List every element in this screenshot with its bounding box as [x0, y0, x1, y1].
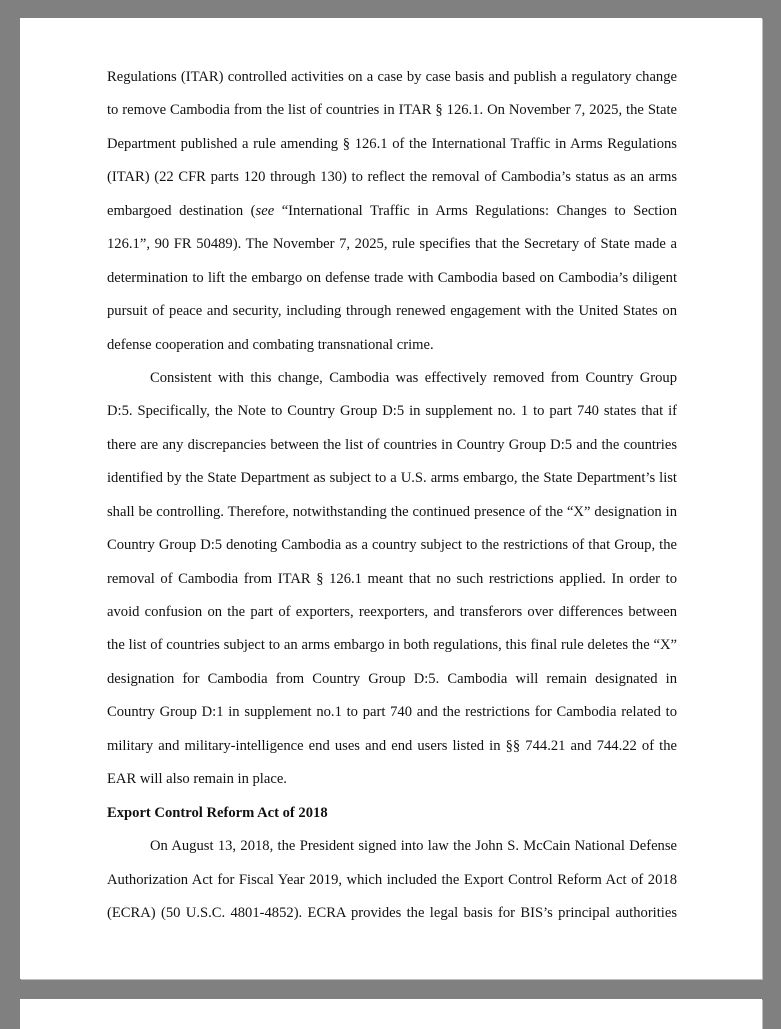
text-line: 126.1”, 90 FR 50489). The November 7, 2025, rule specifies that the Secretary of State made a: [107, 236, 677, 253]
italic-citation-signal: see: [255, 202, 275, 219]
text-line: the list of countries subject to an arms embargo in both regulations, this final rule deletes the “X”: [107, 637, 677, 654]
text-line: identified by the State Department as subject to a U.S. arms embargo, the State Department’s list: [107, 470, 677, 487]
text-line: (ITAR) (22 CFR parts 120 through 130) to reflect the removal of Cambodia’s status as an arms: [107, 169, 677, 186]
section-heading: Export Control Reform Act of 2018: [107, 804, 328, 821]
text-line: Country Group D:5 denoting Cambodia as a country subject to the restrictions of that Group, the: [107, 537, 677, 554]
text-line: Country Group D:1 in supplement no.1 to part 740 and the restrictions for Cambodia related to: [107, 704, 677, 721]
text-line: Authorization Act for Fiscal Year 2019, which included the Export Control Reform Act of 2018: [107, 871, 677, 888]
text-line: determination to lift the embargo on defense trade with Cambodia based on Cambodia’s diligent: [107, 269, 677, 286]
text-line: Department published a rule amending § 126.1 of the International Traffic in Arms Regulations: [107, 135, 677, 152]
text-line: pursuit of peace and security, including through renewed engagement with the United States on: [107, 303, 677, 320]
text-segment: embargoed destination (: [107, 202, 256, 219]
text-line: defense cooperation and combating transnational crime.: [107, 336, 434, 353]
text-line: to remove Cambodia from the list of countries in ITAR § 126.1. On November 7, 2025, the State: [107, 102, 677, 119]
text-line: shall be controlling. Therefore, notwithstanding the continued presence of the “X” designation in: [107, 503, 677, 520]
text-line: EAR will also remain in place.: [107, 771, 287, 788]
text-line: D:5. Specifically, the Note to Country Group D:5 in supplement no. 1 to part 740 states that if: [107, 403, 677, 420]
text-line: Regulations (ITAR) controlled activities on a case by case basis and publish a regulatory change: [107, 69, 677, 85]
text-line: avoid confusion on the part of exporters, reexporters, and transferors over differences between: [107, 604, 677, 620]
paragraph-first-line: On August 13, 2018, the President signed into law the John S. McCain National Defense: [150, 838, 677, 855]
next-page-edge: [20, 999, 762, 1029]
page-body: [107, 61, 677, 930]
text-line: [107, 195, 677, 228]
document-page: [20, 18, 762, 979]
text-segment: “International Traffic in Arms Regulations: Changes to Section: [274, 202, 678, 219]
paragraph-first-line: Consistent with this change, Cambodia was effectively removed from Country Group: [150, 369, 677, 386]
text-line: designation for Cambodia from Country Group D:5. Cambodia will remain designated in: [107, 670, 677, 687]
text-line: (ECRA) (50 U.S.C. 4801-4852). ECRA provides the legal basis for BIS’s principal authorities: [107, 904, 677, 921]
text-line: military and military-intelligence end uses and end users listed in §§ 744.21 and 744.22 of the: [107, 737, 677, 754]
text-line: removal of Cambodia from ITAR § 126.1 meant that no such restrictions applied. In order to: [107, 570, 677, 587]
text-line: there are any discrepancies between the list of countries in Country Group D:5 and the countries: [107, 436, 677, 453]
